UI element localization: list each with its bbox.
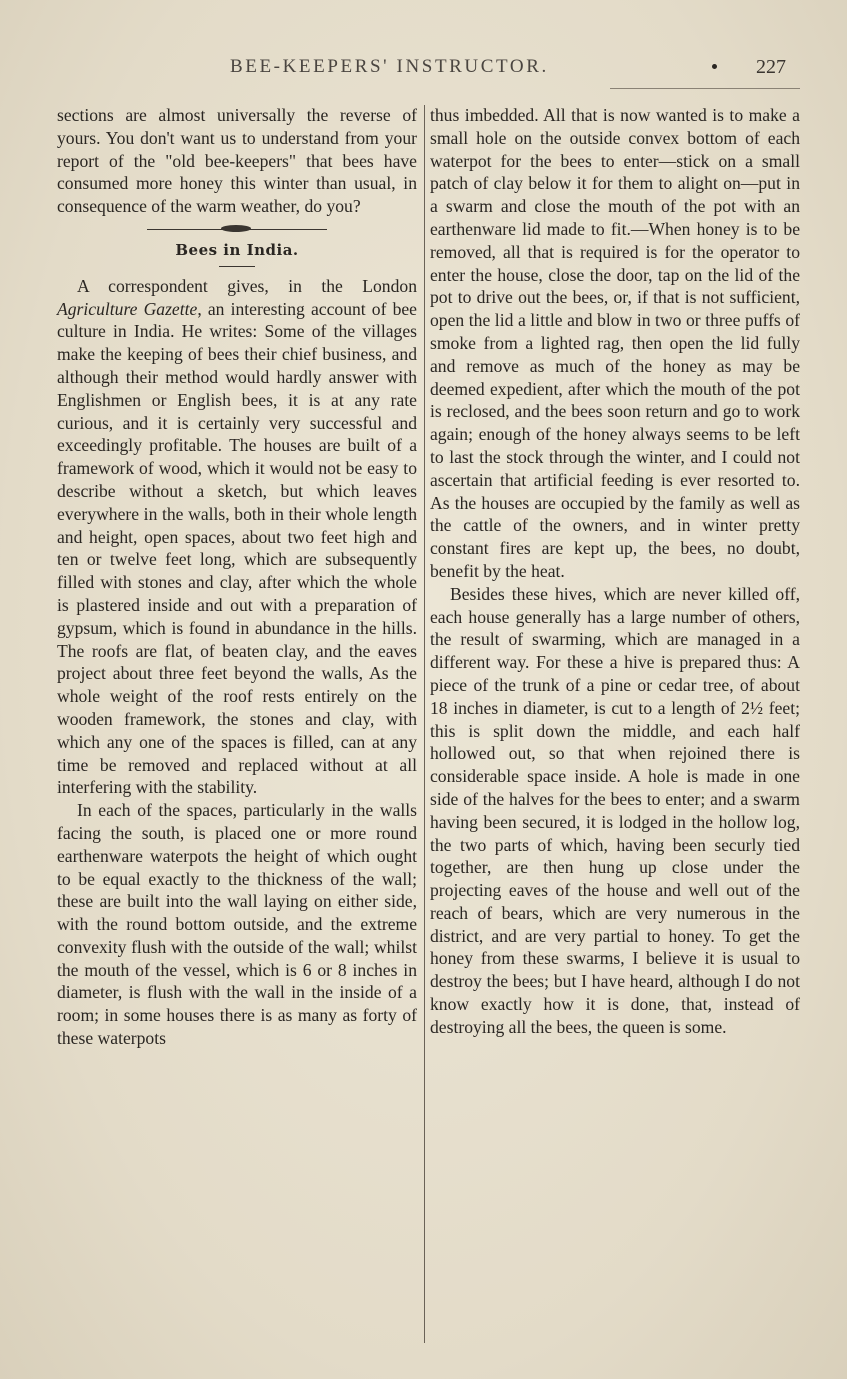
paragraph: thus imbedded. All that is now wanted is to make a small hole on the outside convex bottom of each waterpot for the bees to enter—stick on a small patch of clay below it for them to alight on—put in a swarm and close the mouth of the pot with an earthenware lid made to fit.—When honey is to be removed, all that is required is for the operator to enter the house, close the door, tap on the lid of the pot to drive out the bees, or, if that is not sufficient, open the lid a little and blow in two or three puffs of smoke from a lighted rag, then open the lid fully and remove as much of the honey as may be deemed expedient, after which the mouth of the pot is reclosed, and the bees soon return and go to work again; enough of the honey always seems to be left to last the stock through the winter, and I could not ascertain that artificial feeding is ever resorted to. As the houses are occupied by the family as well as the cattle of the owners, and in winter pretty constant fires are kept up, the bees, no doubt, benefit by the heat. bbox=[430, 105, 800, 581]
right-column bbox=[430, 104, 800, 1039]
page-header bbox=[0, 56, 847, 82]
left-column bbox=[57, 104, 417, 1050]
paragraph: Besides these hives, which are never killed off, each house generally has a large number of others, the result of swarming, which are managed in a different way. For these a hive is prepared thus: A piece of the trunk of a pine or cedar tree, of about 18 inches in diameter, is cut to a length of 2½ feet; this is split down the middle, and each half hollowed out, so that when rejoined there is considerable space inside. A hole is made in one side of the halves for the bees to enter; and a swarm having been secured, it is lodged in the hollow log, the two parts of which, having been securly tied together, are then hung up close under the projecting eaves of the house and well out of the reach of bears, which are very numerous in the district, and are very partial to honey. To get the honey from these swarms, I believe it is usual to destroy the bees; but I have heard, although I do not know exactly how it is done, that, instead of destroying all the bees, the queen is some. bbox=[430, 583, 800, 1037]
paragraph-rest: , an interesting account of bee culture in India. He writes: Some of the villages make the keeping of bees their chief business, and although their method would hardly answer with Englishmen or English bees, it is at any rate curious, and it is certainly very successful and exceedingly profitable. The houses are built of a framework of wood, which it would not be easy to describe without a sketch, but which leaves everywhere in the walls, both in their whole length and height, open spaces, about two feet high and ten or twelve feet long, which are subsequently filled with stones and clay, after which the whole is plastered inside and out with a preparation of gypsum, which is found in abundance in the hills. The roofs are flat, of beaten clay, and the eaves project about three feet beyond the walls, As the whole weight of the roof rests entirely on the wooden framework, the stones and clay, with which any one of the spaces is filled, can at any time be removed and replaced without at all interfering with the stability. bbox=[57, 298, 417, 798]
running-title: BEE-KEEPERS' INSTRUCTOR. bbox=[230, 56, 549, 77]
paragraph-lead: A correspondent gives, in the London bbox=[77, 275, 417, 296]
header-rule bbox=[610, 88, 800, 89]
heading-rule bbox=[219, 266, 255, 267]
publication-title: Agriculture Gazette bbox=[57, 298, 198, 319]
intro-paragraph: sections are almost universally the reverse of yours. You don't want us to understand from your report of the "old bee-keepers" that bees have consumed more honey this winter than usual, in consequence of the warm weather, do you? bbox=[57, 105, 417, 217]
section-heading: Bees in India. bbox=[175, 240, 299, 259]
column-divider bbox=[424, 105, 425, 1343]
header-dot bbox=[712, 64, 717, 69]
ornamental-divider bbox=[147, 225, 327, 233]
paragraph bbox=[57, 275, 417, 799]
paragraph: In each of the spaces, particularly in the walls facing the south, is placed one or more round earthenware waterpots the height of which ought to be equal exactly to the thickness of the wall; these are built into the wall laying on either side, with the round bottom outside, and the extreme convexity flush with the outside of the wall; whilst the mouth of the vessel, which is 6 or 8 inches in diameter, is flush with the wall in the inside of a room; in some houses there is as many as forty of these waterpots bbox=[57, 800, 417, 1049]
page-number: 227 bbox=[756, 56, 786, 78]
